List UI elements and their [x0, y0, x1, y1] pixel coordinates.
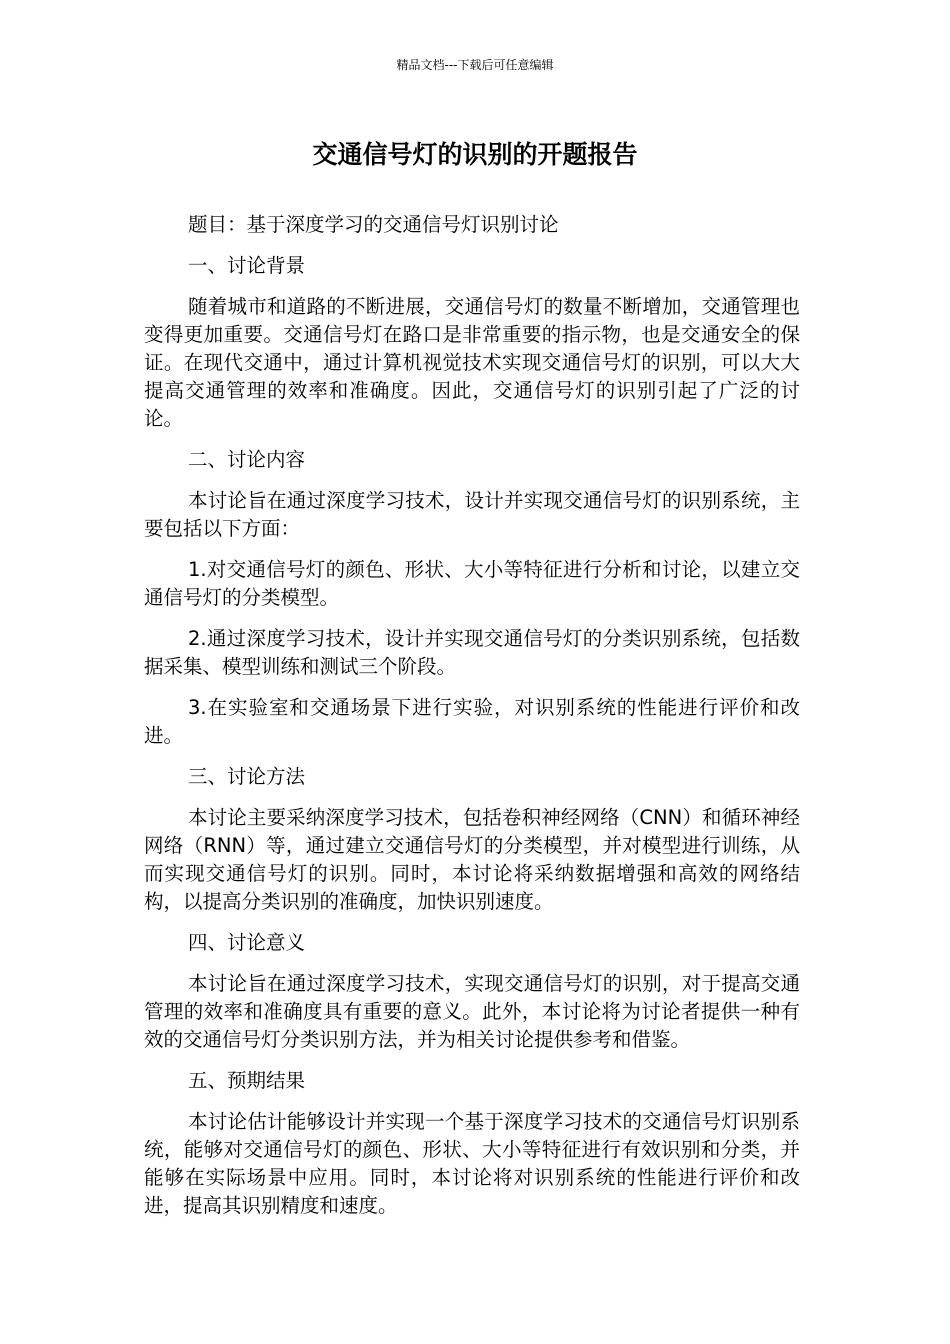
- method-paragraph: 本讨论主要采纳深度学习技术，包括卷积神经网络（CNN）和循环神经网络（RNN）等，通过建立交通信号灯的分类模型，并对模型进行训练，从而实现交通信号灯的识别。同时，本讨论将采纳数据增强和高效的网络结构，以提高分类识别的准确度，加快识别速度。: [144, 806, 800, 913]
- content-intro-paragraph: 本讨论旨在通过深度学习技术，设计并实现交通信号灯的识别系统，主要包括以下方面：: [144, 489, 800, 540]
- content-item-3: 3.在实验室和交通场景下进行实验，对识别系统的性能进行评价和改进。: [144, 696, 800, 747]
- section-heading-method: 三、讨论方法: [188, 765, 306, 788]
- content-item-1: 1.对交通信号灯的颜色、形状、大小等特征进行分析和讨论，以建立交通信号灯的分类模型。: [144, 558, 800, 609]
- expected-results-paragraph: 本讨论估计能够设计并实现一个基于深度学习技术的交通信号灯识别系统，能够对交通信号灯的颜色、形状、大小等特征进行有效识别和分类，并能够在实际场景中应用。同时，本讨论将对识别系统的性能进行评价和改进，提高其识别精度和速度。: [144, 1110, 800, 1217]
- background-paragraph: 随着城市和道路的不断进展，交通信号灯的数量不断增加，交通管理也变得更加重要。交通信号灯在路口是非常重要的指示物，也是交通安全的保证。在现代交通中，通过计算机视觉技术实现交通信号灯的识别，可以大大提高交通管理的效率和准确度。因此，交通信号灯的识别引起了广泛的讨论。: [144, 295, 800, 430]
- significance-paragraph: 本讨论旨在通过深度学习技术，实现交通信号灯的识别，对于提高交通管理的效率和准确度具有重要的意义。此外，本讨论将为讨论者提供一种有效的交通信号灯分类识别方法，并为相关讨论提供参考和借鉴。: [144, 972, 800, 1051]
- section-heading-significance: 四、讨论意义: [188, 931, 306, 954]
- document-body: [144, 211, 800, 1233]
- section-heading-expected-results: 五、预期结果: [188, 1069, 306, 1092]
- header-note: 精品文档---下载后可任意编辑: [396, 58, 554, 72]
- subject-line: 题目：基于深度学习的交通信号灯识别讨论: [188, 213, 559, 236]
- document-title: 交通信号灯的识别的开题报告: [312, 140, 638, 169]
- section-heading-content: 二、讨论内容: [188, 448, 306, 471]
- content-item-2: 2.通过深度学习技术，设计并实现交通信号灯的分类识别系统，包括数据采集、模型训练和测试三个阶段。: [144, 627, 800, 678]
- section-heading-background: 一、讨论背景: [188, 254, 306, 277]
